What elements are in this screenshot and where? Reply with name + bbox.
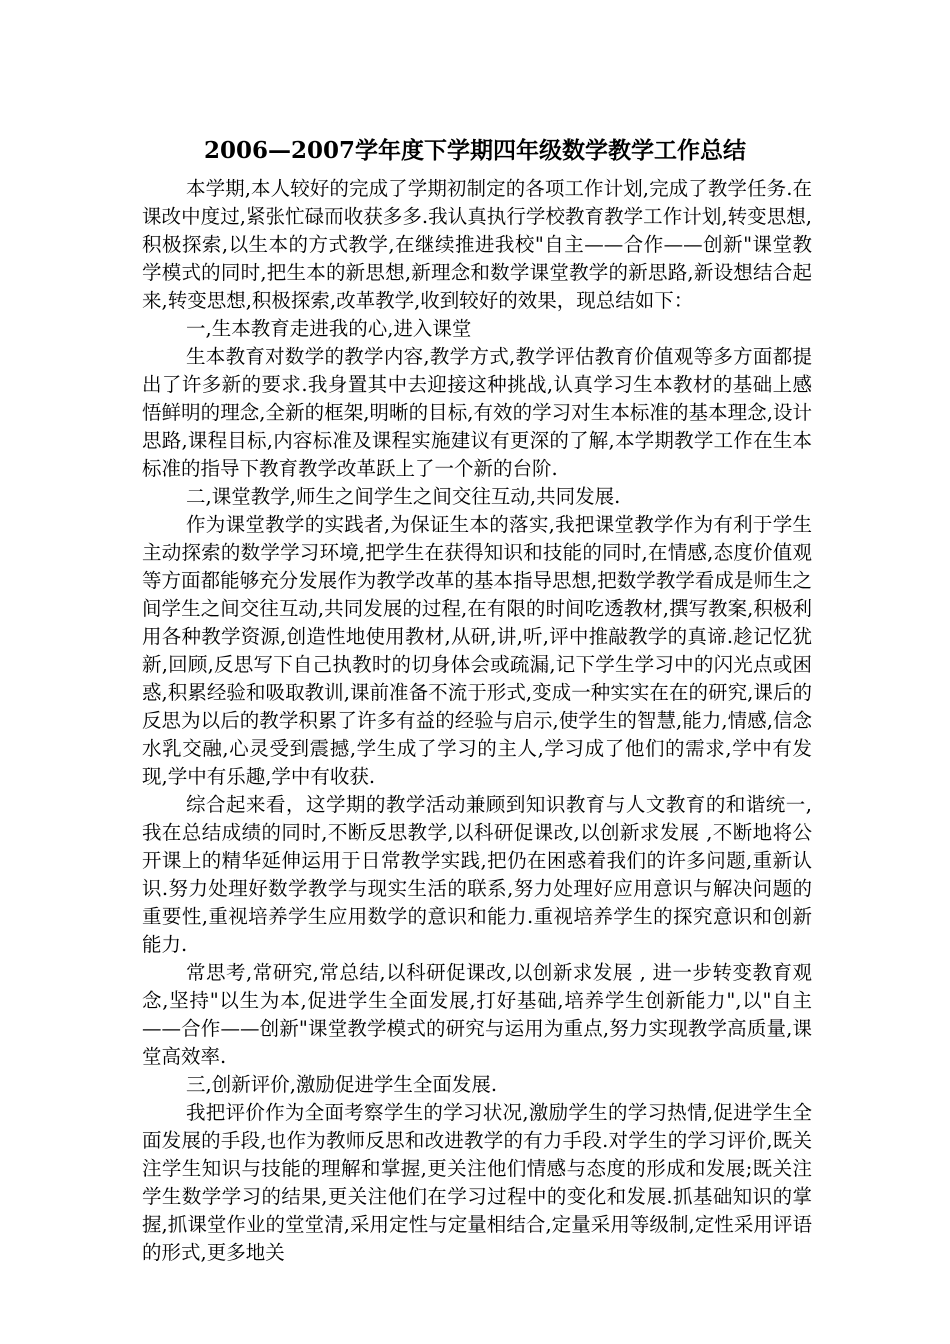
paragraph-intro: 本学期,本人较好的完成了学期初制定的各项工作计划,完成了教学任务.在课改中度过,紧张忙碌而收获多多.我认真执行学校教育教学工作计划,转变思想,积极探索,以生本的方式教学,在继续推进我校"自主——合作——创新"课堂教学模式的同时,把生本的新思想,新理念和数学课堂教学的新思路,新设想结合起来,转变思想,积极探索,改革教学,收到较好的效果，现总结如下： — [142, 177, 812, 312]
paragraph-section-2-a: 作为课堂教学的实践者,为保证生本的落实,我把课堂教学作为有利于学生主动探索的数学学习环境,把学生在获得知识和技能的同时,在情感,态度价值观等方面都能够充分发展作为教学改革的基本指导思想,把数学教学看成是师生之间学生之间交往互动,共同发展的过程,在有限的时间吃透教材,撰写教案,积极利用各种教学资源,创造性地使用教材,从研,讲,听,评中推敲教学的真谛.趁记忆犹新,回顾,反思写下自己执教时的切身体会或疏漏,记下学生学习中的闪光点或困惑,积累经验和吸取教训,课前准备不流于形式,变成一种实实在在的研究,课后的反思为以后的教学积累了许多有益的经验与启示,使学生的智慧,能力,情感,信念水乳交融,心灵受到震撼,学生成了学习的主人,学习成了他们的需求,学中有发现,学中有乐趣,学中有收获. — [142, 513, 812, 788]
document-title: 2006—2007学年度下学期四年级数学教学工作总结 — [203, 137, 747, 164]
document-body — [142, 175, 812, 1267]
paragraph-section-2-b: 综合起来看，这学期的教学活动兼顾到知识教育与人文教育的和谐统一,我在总结成绩的同时,不断反思教学,以科研促课改,以创新求发展 ,不断地将公开课上的精华延伸运用于日常教学实践,把仍在困惑着我们的许多问题,重新认识.努力处理好数学教学与现实生活的联系,努力处理好应用意识与解决问题的重要性,重视培养学生应用数学的意识和能力.重视培养学生的探究意识和创新能力. — [142, 793, 812, 956]
paragraph-section-3: 我把评价作为全面考察学生的学习状况,激励学生的学习热情,促进学生全面发展的手段,也作为教师反思和改进教学的有力手段.对学生的学习评价,既关注学生知识与技能的理解和掌握,更关注他们情感与态度的形成和发展;既关注学生数学学习的结果,更关注他们在学习过程中的变化和发展.抓基础知识的掌握,抓课堂作业的堂堂清,采用定性与定量相结合,定量采用等级制,定性采用评语的形式,更多地关 — [142, 1101, 812, 1264]
section-heading-2: 二,课堂教学,师生之间学生之间交往互动,共同发展. — [186, 485, 621, 508]
section-heading-3: 三,创新评价,激励促进学生全面发展. — [186, 1073, 498, 1096]
paragraph-section-2-c: 常思考,常研究,常总结,以科研促课改,以创新求发展 , 进一步转变教育观念,坚持"以生为本,促进学生全面发展,打好基础,培养学生创新能力",以"自主——合作——创新"课堂教学模式的研究与运用为重点,努力实现教学高质量,课堂高效率. — [142, 961, 812, 1068]
section-heading-1: 一,生本教育走进我的心,进入课堂 — [186, 317, 472, 340]
paragraph-section-1: 生本教育对数学的教学内容,教学方式,教学评估教育价值观等多方面都提出了许多新的要求.我身置其中去迎接这种挑战,认真学习生本教材的基础上感悟鲜明的理念,全新的框架,明晰的目标,有效的学习对生本标准的基本理念,设计思路,课程目标,内容标准及课程实施建议有更深的了解,本学期教学工作在生本标准的指导下教育教学改革跃上了一个新的台阶. — [142, 345, 812, 480]
